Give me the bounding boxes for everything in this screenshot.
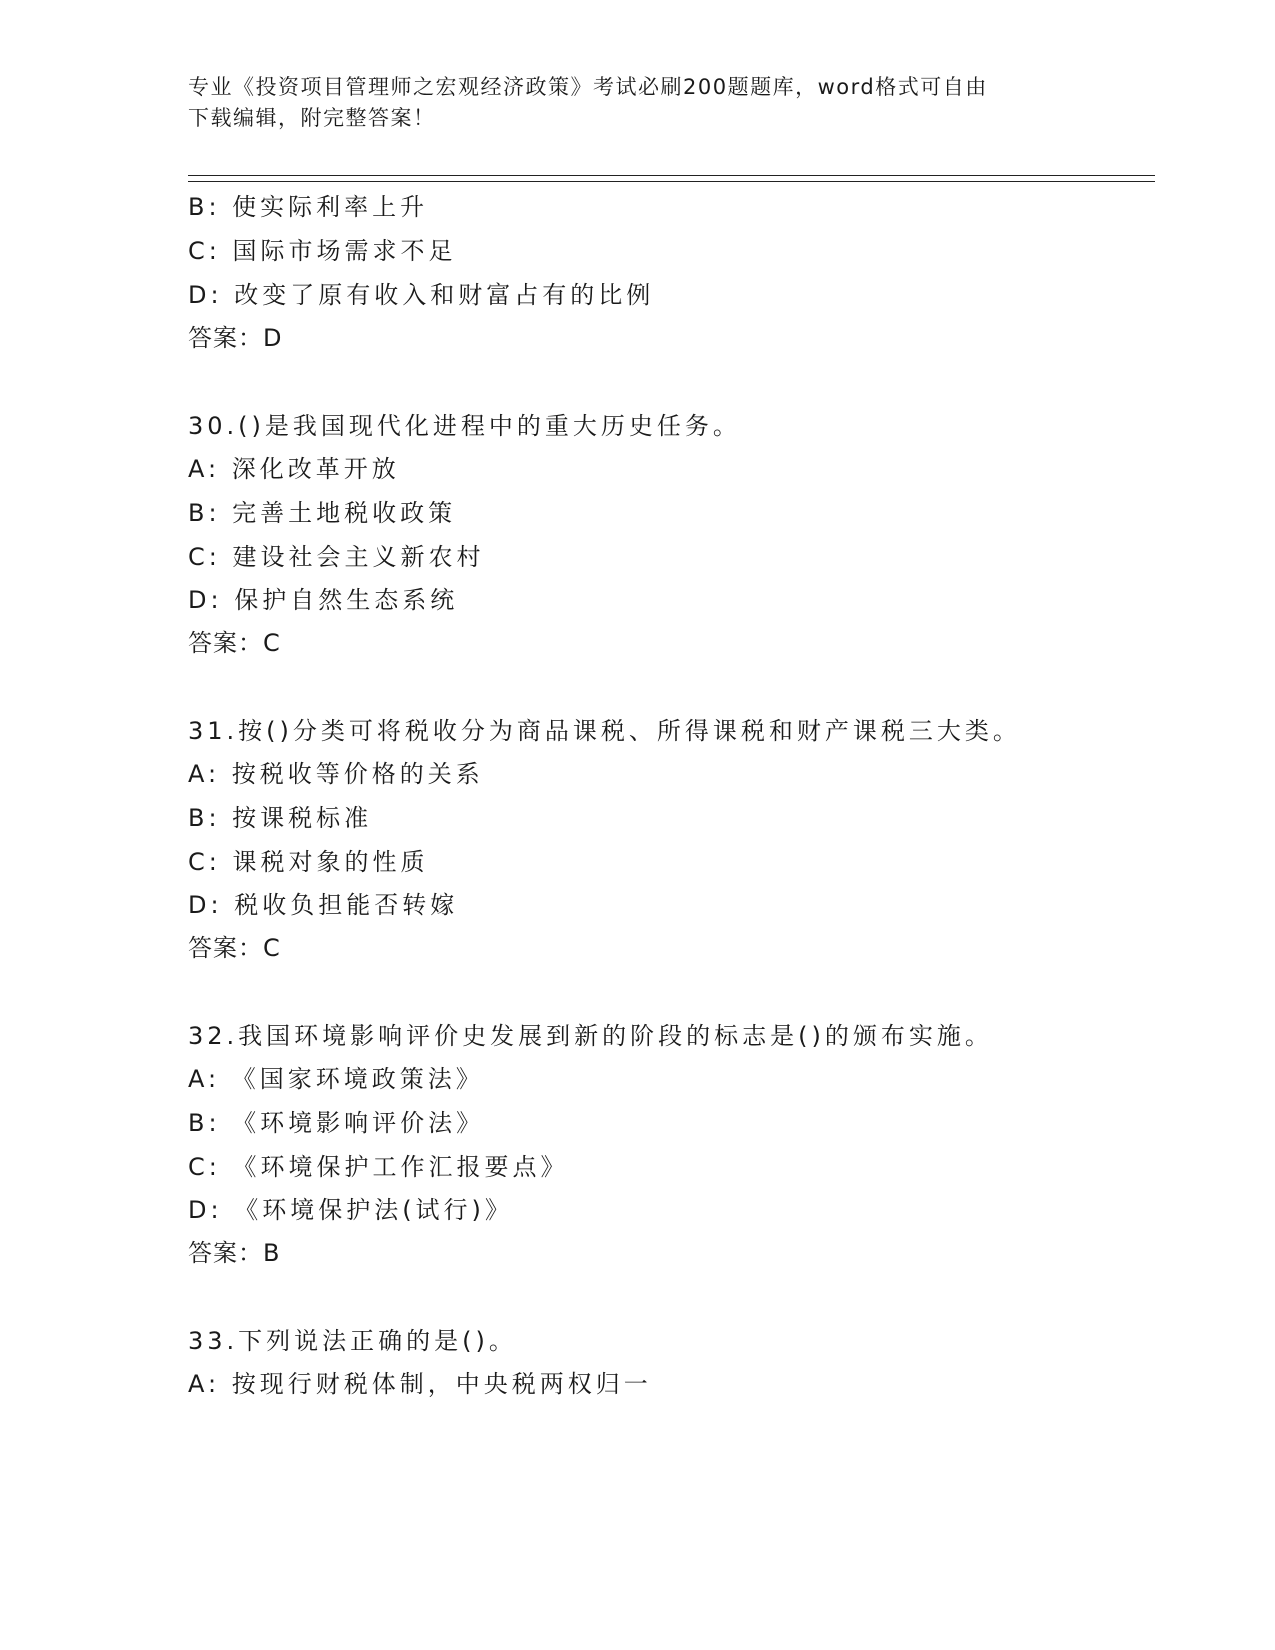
- prev-answer: 答案：D: [188, 324, 283, 352]
- question-32-option-c: C: 《环境保护工作汇报要点》: [188, 1153, 569, 1181]
- header-divider-bottom: [188, 181, 1155, 182]
- question-30-stem: 30.()是我国现代化进程中的重大历史任务。: [188, 412, 741, 440]
- question-33-option-a: A: 按现行财税体制，中央税两权归一: [188, 1370, 652, 1398]
- header-line-2: 下载编辑，附完整答案！: [188, 106, 436, 130]
- header-line-1: 专业《投资项目管理师之宏观经济政策》考试必刷200题题库，word格式可自由: [188, 75, 988, 99]
- question-31-stem: 31.按()分类可将税收分为商品课税、所得课税和财产课税三大类。: [188, 717, 1021, 745]
- question-32-stem: 32.我国环境影响评价史发展到新的阶段的标志是()的颁布实施。: [188, 1022, 993, 1050]
- question-31-option-b: B: 按课税标准: [188, 804, 373, 832]
- question-31-answer: 答案：C: [188, 934, 281, 962]
- question-32-option-b: B: 《环境影响评价法》: [188, 1109, 485, 1137]
- document-header: [188, 72, 1088, 134]
- question-31-option-c: C: 课税对象的性质: [188, 848, 429, 876]
- question-33-stem: 33.下列说法正确的是()。: [188, 1327, 517, 1355]
- question-31-option-a: A: 按税收等价格的关系: [188, 760, 484, 788]
- question-30-option-b: B: 完善土地税收政策: [188, 499, 457, 527]
- question-30-answer: 答案：C: [188, 629, 281, 657]
- question-30-option-a: A: 深化改革开放: [188, 455, 400, 483]
- prev-option-c: C: 国际市场需求不足: [188, 237, 457, 265]
- prev-option-b: B: 使实际利率上升: [188, 193, 429, 221]
- prev-option-d: D: 改变了原有收入和财富占有的比例: [188, 281, 655, 309]
- question-31-option-d: D: 税收负担能否转嫁: [188, 891, 459, 919]
- question-30-option-c: C: 建设社会主义新农村: [188, 543, 485, 571]
- question-32-option-a: A: 《国家环境政策法》: [188, 1065, 484, 1093]
- question-30-option-d: D: 保护自然生态系统: [188, 586, 459, 614]
- question-32-option-d: D: 《环境保护法(试行)》: [188, 1196, 513, 1224]
- question-32-answer: 答案：B: [188, 1239, 281, 1267]
- header-divider-top: [188, 175, 1155, 176]
